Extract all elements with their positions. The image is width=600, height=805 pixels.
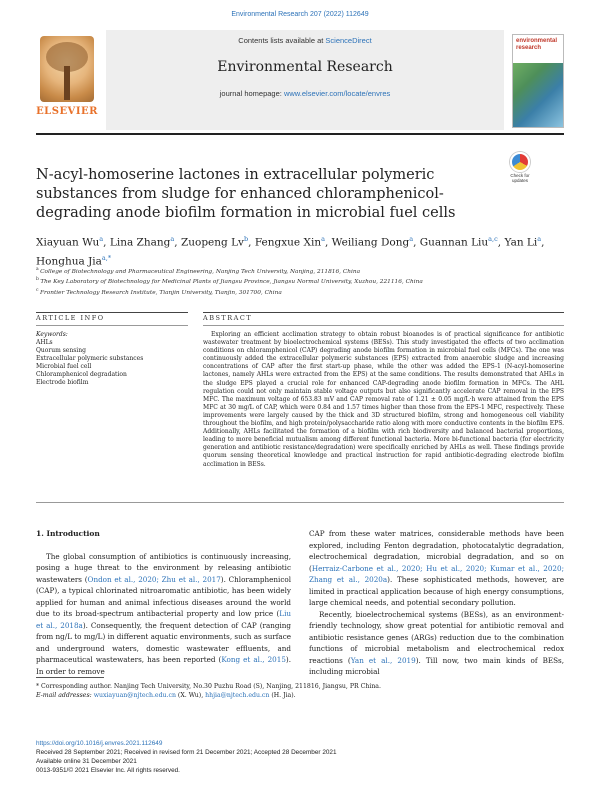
affiliation-mark: b (36, 277, 41, 283)
author-affiliation-mark[interactable]: a (537, 235, 542, 243)
author-name[interactable]: Lina Zhang (109, 236, 171, 249)
author-name[interactable]: Xiayuan Wu (36, 236, 100, 249)
homepage-link[interactable]: www.elsevier.com/locate/envres (283, 89, 391, 98)
received-dates: Received 28 September 2021; Received in revised form 21 December 2021; Accepted 28 December 2021 (36, 749, 337, 756)
keyword-item: Quorum sensing (36, 347, 86, 354)
elsevier-logo[interactable] (36, 36, 98, 130)
body-column-left (36, 528, 291, 677)
homepage-line: journal homepage: www.elsevier.com/locate/envres (219, 89, 391, 98)
author-name[interactable]: Weiliang Dong (331, 236, 410, 249)
article-title: N-acyl-homoserine lactones in extracellular polymeric substances from sludge for enhanced chloramphenicol-degrading anode biofilm formation in microbial fuel cells (36, 167, 456, 221)
journal-title[interactable]: Environmental Research (217, 59, 393, 75)
paragraph-text: ). Till now, two main kinds of BESs, including microbial (309, 655, 564, 676)
paragraph-text: ). Consequently, the frequent detection of CAP (ranging from ng/L to mg/L) in different aquatic environments, such as surface and underground waters, domestic wastewater effluents, and pharmaceutical wastewaters, has been reported ( (36, 620, 291, 664)
sciencedirect-link[interactable]: ScienceDirect (325, 36, 372, 45)
intro-paragraph-1 (36, 551, 291, 678)
footnote-rule (36, 677, 104, 678)
journal-reference[interactable]: Environmental Research 207 (2022) 112649 (231, 11, 369, 18)
paragraph-text: ). Chloramphenicol (CAP), a typical chlorinated nitroaromatic antibiotic, has been widely applied for human and animal infectious diseases around the world due to its broad-spectrum antibacterial property and low price ( (36, 574, 291, 618)
author-list: Xiayuan Wu$^a$, Lina Zhang$^a$, Zuopeng Lv$^b$, Fengxue Xin$^a$, Weiliang Dong$^a$, Guannan Liu$^{a,c}$, Yan Li$^a$, Honghua Jia$^{a,*}$ (36, 235, 545, 267)
affiliation-list (36, 266, 564, 297)
affiliation-item (36, 287, 564, 297)
copyright-line: 0013-9351/© 2021 Elsevier Inc. All rights reserved. (36, 767, 180, 774)
intro-paragraph-2 (309, 609, 564, 678)
author-affiliation-mark[interactable]: a (409, 235, 414, 243)
publisher-name: ELSEVIER (36, 106, 98, 117)
keyword-item: Electrode biofilm (36, 379, 89, 386)
affiliation-text: The Key Laboratory of Biotechnology for Medicinal Plants of Jiangsu Province, Jiangsu Normal University, Xuzhou, 221116, China (40, 279, 423, 286)
affiliation-text: College of Biotechnology and Pharmaceutical Engineering, Nanjing Tech University, Nanjing, 211816, China (40, 268, 361, 275)
citation-link[interactable]: Yan et al., 2019 (350, 655, 416, 665)
author-affiliation-mark[interactable]: b (243, 235, 249, 243)
affiliation-mark: c (36, 287, 40, 293)
author-affiliation-mark[interactable]: a (170, 235, 175, 243)
author-name[interactable]: Guannan Liu (419, 236, 489, 249)
keyword-item: AHLs (36, 339, 53, 346)
intro-paragraph-1-continued (309, 528, 564, 609)
crossmark-label: Check for updates (510, 173, 530, 183)
affiliation-text: Frontier Technology Research Institute, Tianjin University, Tianjin, 301700, China (39, 289, 282, 296)
publication-info (36, 739, 564, 775)
author-name[interactable]: Zuopeng Lv (180, 236, 244, 249)
affiliation-mark: a (36, 267, 41, 272)
author-affiliation-mark[interactable]: a,* (101, 253, 112, 262)
keywords-block (36, 331, 188, 387)
contents-line: Contents lists available at ScienceDirect (238, 36, 372, 45)
crossmark-button[interactable] (508, 152, 532, 186)
elsevier-tree-icon (40, 36, 94, 102)
abstract-end-divider (36, 502, 564, 503)
cover-photo (513, 63, 563, 127)
doi-link[interactable]: https://doi.org/10.1016/j.envres.2021.112649 (36, 740, 163, 747)
keyword-item: Chloramphenicol degradation (36, 371, 127, 378)
corresponding-author-text: * Corresponding author. Nanjing Tech University, No.30 Puzhu Road (S), Nanjing, 211816, Jiangsu, PR China. (36, 683, 381, 690)
abstract-text: Exploring an efficient acclimation strategy to obtain robust bioanodes is of practical significance for antibiotic wastewater treatment by bioelectrochemical systems (BESs). This study investigated the effects of two acclimation conditions on chloramphenicol (CAP) degrading anode biofilm formation in microbial fuel cells (MFCs). The one was continuously added the extracellular polymeric substances (EPS) extracted from anaerobic sludge and increasing concentrations of CAP after the first start-up phase, while the other was added the EPS-1 (N-acyl-homoserine lactones, namely AHLs were extracted from the EPS) at the same conditions. The results demonstrated that AHLs in the sludge EPS played a crucial role for enhanced CAP-degrading anode biofilm formation in MFCs. The AHL regulation could not only maintain stable voltage outputs but also significantly accelerate CAP removal in the EPS MFC. The maximum voltage of 653.83 mV and CAP removal rate of 1.21 ± 0.05 mg/L·h were attained from the EPS MFC at 30 mg/L of CAP, which were 0.84 and 1.57 times higher than those from the EPS-1 MFC, respectively. These improvements were largely caused by the thick and 3D structured biofilm, strong and homogeneous cell viability throughout the biofilm, and high protein/polysaccharide ratio along with more conductive contents in the biofilm EPS. Additionally, AHLs facilitated the formation of a biofilm with rich biodiversity and balanced bacterial proportions, leading to more beneficial mutualism among different functional bacteria. More bi-functional bacteria (for electricity generation and antibiotic resistance/degradation) were specifically enriched by AHLs as well. These findings provide quorum sensing theoretical knowledge and practical instruction for rapid antibiotic-degrading electrode biofilm acclimation in BESs. (203, 331, 564, 468)
author-affiliation-mark[interactable]: a (99, 235, 104, 243)
author-affiliation-mark[interactable]: a,c (488, 235, 498, 243)
citation-link[interactable]: Liu et al., 2018a (36, 609, 291, 630)
keyword-item: Microbial fuel cell (36, 363, 92, 370)
corresponding-author-footnote (36, 682, 564, 700)
email-link-jia[interactable]: hhjia@njtech.edu.cn (205, 692, 270, 699)
crossmark-icon (510, 152, 530, 172)
journal-masthead (36, 30, 564, 130)
affiliation-item (36, 266, 564, 276)
cover-title: environmental research (516, 38, 558, 51)
paragraph-text: CAP from these water matrices, considerable methods have been explored, including Fenton degradation, photocatalytic degradation, electrochemical degradation, microbial degradation, and so on ( (309, 529, 564, 573)
article-info-heading: ARTICLE INFO (36, 314, 105, 322)
available-online: Available online 31 December 2021 (36, 758, 137, 765)
header-divider (36, 133, 564, 135)
citation-link[interactable]: Ondon et al., 2020; Zhu et al., 2017 (87, 574, 221, 584)
paragraph-text: Recently, bioelectrochemical systems (BESs), as an environment-friendly technology, show great potential for antibiotic removal and antibiotic resistance genes (ARGs) reduction due to the combination functions of microbial metabolism and electrochemical redox reactions ( (309, 609, 564, 665)
citation-link[interactable]: Herraiz-Carbone et al., 2020; Hu et al., 2020; Kumar et al., 2020; Zhang et al., 2020a (309, 563, 564, 584)
author-affiliation-mark[interactable]: a (321, 235, 325, 243)
section-heading-introduction: 1. Introduction (36, 529, 100, 538)
body-column-right (309, 528, 564, 678)
affiliation-item (36, 276, 564, 286)
email-line: E-mail addresses: wuxiayuan@njtech.edu.cn (X. Wu), hhjia@njtech.edu.cn (H. Jia). (36, 692, 296, 699)
paragraph-text: The global consumption of antibiotics is continuously increasing, posing a huge threat to the environment by releasing antibiotic wastewaters ( (36, 551, 291, 584)
abstract-rule (203, 312, 564, 313)
author-name[interactable]: Yan Li (504, 236, 538, 249)
author-name[interactable]: Fengxue Xin (254, 236, 322, 249)
journal-cover-image[interactable] (512, 34, 564, 128)
author-name[interactable]: Honghua Jia (36, 255, 102, 267)
masthead-banner (106, 30, 504, 130)
email-link-wu[interactable]: wuxiayuan@njtech.edu.cn (93, 692, 176, 699)
keywords-label: Keywords: (36, 331, 68, 338)
keywords-list (36, 339, 188, 387)
citation-link[interactable]: Kong et al., 2015 (221, 655, 286, 664)
abstract-heading: ABSTRACT (203, 314, 253, 322)
abstract-subrule (203, 325, 564, 326)
paragraph-text: ). In order to remove (36, 655, 291, 676)
article-info-rule (36, 312, 188, 313)
keyword-item: Extracellular polymeric substances (36, 355, 144, 362)
article-info-subrule (36, 325, 188, 326)
paragraph-text: ). These sophisticated methods, however, are limited in practical application because of high energy consumptions, large chemical needs, and potential secondary pollution. (309, 575, 564, 607)
